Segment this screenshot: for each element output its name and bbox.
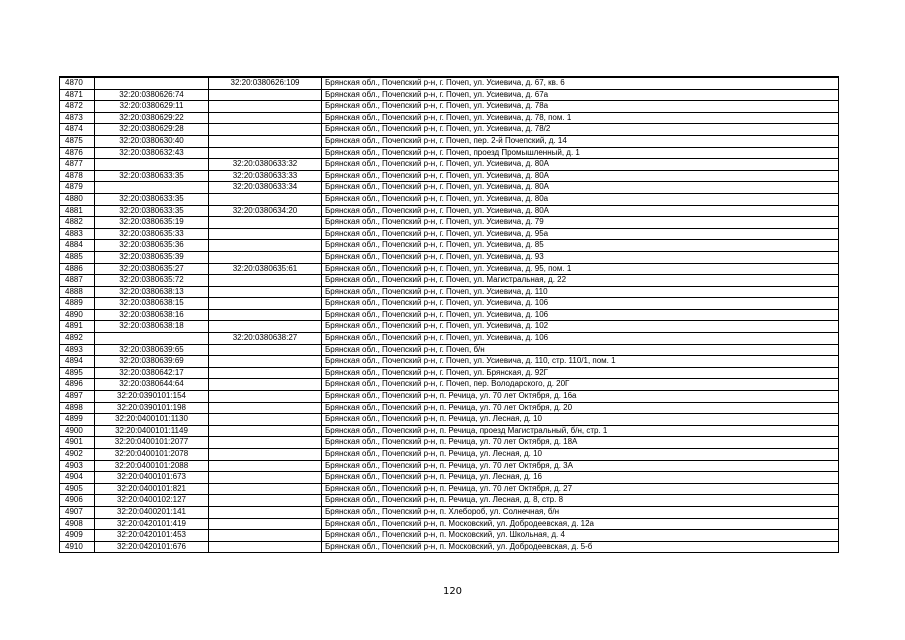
- cadastral-number-cell: 32:20:0390101:154: [95, 391, 209, 403]
- related-cadastral-number-cell: [209, 425, 322, 437]
- row-number-cell: 4889: [60, 298, 95, 310]
- related-cadastral-number-cell: [209, 437, 322, 449]
- cadastral-number-cell: 32:20:0400101:1130: [95, 414, 209, 426]
- row-number-cell: 4908: [60, 518, 95, 530]
- address-cell: Брянская обл., Почепский р-н, г. Почеп, ул. Усиевича, д. 102: [322, 321, 839, 333]
- row-number-cell: 4895: [60, 367, 95, 379]
- related-cadastral-number-cell: [209, 275, 322, 287]
- table-row: [60, 472, 839, 484]
- related-cadastral-number-cell: 32:20:0380634:20: [209, 205, 322, 217]
- table-row: [60, 251, 839, 263]
- related-cadastral-number-cell: [209, 460, 322, 472]
- related-cadastral-number-cell: [209, 124, 322, 136]
- row-number-cell: 4875: [60, 135, 95, 147]
- cadastral-number-cell: 32:20:0380638:18: [95, 321, 209, 333]
- address-cell: Брянская обл., Почепский р-н, г. Почеп, ул. Усиевича, д. 85: [322, 240, 839, 252]
- row-number-cell: 4891: [60, 321, 95, 333]
- cadastral-number-cell: [95, 159, 209, 171]
- address-cell: Брянская обл., Почепский р-н, г. Почеп, ул. Усиевича, д. 95а: [322, 228, 839, 240]
- table-row: [60, 402, 839, 414]
- row-number-cell: 4874: [60, 124, 95, 136]
- address-cell: Брянская обл., Почепский р-н, г. Почеп, ул. Усиевича, д. 80А: [322, 170, 839, 182]
- cadastral-number-cell: [95, 182, 209, 194]
- row-number-cell: 4870: [60, 77, 95, 89]
- table-row: [60, 159, 839, 171]
- table-row: [60, 217, 839, 229]
- row-number-cell: 4876: [60, 147, 95, 159]
- row-number-cell: 4871: [60, 89, 95, 101]
- table-row: [60, 437, 839, 449]
- cadastral-number-cell: 32:20:0400101:2078: [95, 449, 209, 461]
- cadastral-number-cell: 32:20:0400101:2077: [95, 437, 209, 449]
- table-row: [60, 333, 839, 345]
- row-number-cell: 4885: [60, 251, 95, 263]
- cadastral-number-cell: 32:20:0380635:36: [95, 240, 209, 252]
- row-number-cell: 4894: [60, 356, 95, 368]
- related-cadastral-number-cell: [209, 449, 322, 461]
- related-cadastral-number-cell: [209, 518, 322, 530]
- address-cell: Брянская обл., Почепский р-н, п. Речица, ул. 70 лет Октября, д. 27: [322, 483, 839, 495]
- table-row: [60, 391, 839, 403]
- address-cell: Брянская обл., Почепский р-н, г. Почеп, ул. Усиевича, д. 80А: [322, 205, 839, 217]
- address-cell: Брянская обл., Почепский р-н, г. Почеп, пер. Володарского, д. 20Г: [322, 379, 839, 391]
- address-cell: Брянская обл., Почепский р-н, г. Почеп, ул. Усиевича, д. 78а: [322, 101, 839, 113]
- address-cell: Брянская обл., Почепский р-н, п. Московский, ул. Добродеевская, д. 12а: [322, 518, 839, 530]
- row-number-cell: 4877: [60, 159, 95, 171]
- table-row: [60, 367, 839, 379]
- table-row: [60, 379, 839, 391]
- address-cell: Брянская обл., Почепский р-н, п. Речица, ул. 70 лет Октября, д. 3А: [322, 460, 839, 472]
- address-cell: Брянская обл., Почепский р-н, г. Почеп, ул. Усиевича, д. 106: [322, 309, 839, 321]
- related-cadastral-number-cell: [209, 286, 322, 298]
- row-number-cell: 4872: [60, 101, 95, 113]
- table-row: [60, 506, 839, 518]
- cadastral-number-cell: 32:20:0380635:72: [95, 275, 209, 287]
- address-cell: Брянская обл., Почепский р-н, г. Почеп, ул. Усиевича, д. 78/2: [322, 124, 839, 136]
- address-cell: Брянская обл., Почепский р-н, п. Московский, ул. Добродеевская, д. 5-б: [322, 541, 839, 553]
- related-cadastral-number-cell: [209, 135, 322, 147]
- cadastral-number-cell: 32:20:0380635:39: [95, 251, 209, 263]
- row-number-cell: 4893: [60, 344, 95, 356]
- cadastral-number-cell: 32:20:0390101:198: [95, 402, 209, 414]
- address-cell: Брянская обл., Почепский р-н, п. Речица, ул. 70 лет Октября, д. 16а: [322, 391, 839, 403]
- address-cell: Брянская обл., Почепский р-н, п. Речица, проезд Магистральный, б/н, стр. 1: [322, 425, 839, 437]
- row-number-cell: 4900: [60, 425, 95, 437]
- row-number-cell: 4887: [60, 275, 95, 287]
- table-row: [60, 112, 839, 124]
- row-number-cell: 4902: [60, 449, 95, 461]
- cadastral-number-cell: [95, 333, 209, 345]
- table-row: [60, 135, 839, 147]
- table-row: [60, 77, 839, 89]
- table-row: [60, 286, 839, 298]
- registry-table: [59, 76, 839, 553]
- table-row: [60, 205, 839, 217]
- cadastral-number-cell: 32:20:0380633:35: [95, 205, 209, 217]
- table-row: [60, 275, 839, 287]
- related-cadastral-number-cell: [209, 344, 322, 356]
- row-number-cell: 4901: [60, 437, 95, 449]
- table-row: [60, 228, 839, 240]
- related-cadastral-number-cell: 32:20:0380638:27: [209, 333, 322, 345]
- table-row: [60, 182, 839, 194]
- related-cadastral-number-cell: [209, 379, 322, 391]
- address-cell: Брянская обл., Почепский р-н, г. Почеп, ул. Усиевича, д. 106: [322, 333, 839, 345]
- address-cell: Брянская обл., Почепский р-н, г. Почеп, ул. Усиевича, д. 79: [322, 217, 839, 229]
- address-cell: Брянская обл., Почепский р-н, г. Почеп, ул. Усиевича, д. 78, пом. 1: [322, 112, 839, 124]
- related-cadastral-number-cell: [209, 321, 322, 333]
- row-number-cell: 4879: [60, 182, 95, 194]
- table-row: [60, 356, 839, 368]
- cadastral-number-cell: 32:20:0380633:35: [95, 193, 209, 205]
- row-number-cell: 4886: [60, 263, 95, 275]
- cadastral-number-cell: 32:20:0380639:65: [95, 344, 209, 356]
- cadastral-number-cell: 32:20:0380638:16: [95, 309, 209, 321]
- cadastral-number-cell: 32:20:0380626:74: [95, 89, 209, 101]
- cadastral-number-cell: 32:20:0400101:2088: [95, 460, 209, 472]
- related-cadastral-number-cell: [209, 89, 322, 101]
- cadastral-number-cell: 32:20:0380644:64: [95, 379, 209, 391]
- table-row: [60, 460, 839, 472]
- registry-table-body: [60, 77, 839, 553]
- row-number-cell: 4882: [60, 217, 95, 229]
- cadastral-number-cell: 32:20:0380630:40: [95, 135, 209, 147]
- related-cadastral-number-cell: 32:20:0380633:34: [209, 182, 322, 194]
- related-cadastral-number-cell: [209, 228, 322, 240]
- address-cell: Брянская обл., Почепский р-н, п. Речица, ул. 70 лет Октября, д. 20: [322, 402, 839, 414]
- cadastral-number-cell: [95, 77, 209, 89]
- row-number-cell: 4881: [60, 205, 95, 217]
- address-cell: Брянская обл., Почепский р-н, г. Почеп, ул. Усиевича, д. 80А: [322, 159, 839, 171]
- related-cadastral-number-cell: [209, 541, 322, 553]
- page-number: 120: [442, 586, 463, 597]
- related-cadastral-number-cell: [209, 391, 322, 403]
- row-number-cell: 4903: [60, 460, 95, 472]
- cadastral-number-cell: 32:20:0400101:1149: [95, 425, 209, 437]
- row-number-cell: 4896: [60, 379, 95, 391]
- cadastral-number-cell: 32:20:0380633:35: [95, 170, 209, 182]
- address-cell: Брянская обл., Почепский р-н, п. Речица, ул. Лесная, д. 10: [322, 449, 839, 461]
- address-cell: Брянская обл., Почепский р-н, г. Почеп, пер. 2-й Почепский, д. 14: [322, 135, 839, 147]
- table-row: [60, 170, 839, 182]
- address-cell: Брянская обл., Почепский р-н, п. Хлебороб, ул. Солнечная, б/н: [322, 506, 839, 518]
- cadastral-number-cell: 32:20:0380642:17: [95, 367, 209, 379]
- row-number-cell: 4897: [60, 391, 95, 403]
- row-number-cell: 4892: [60, 333, 95, 345]
- related-cadastral-number-cell: [209, 112, 322, 124]
- table-row: [60, 425, 839, 437]
- related-cadastral-number-cell: [209, 101, 322, 113]
- cadastral-number-cell: 32:20:0380638:15: [95, 298, 209, 310]
- table-row: [60, 147, 839, 159]
- cadastral-number-cell: 32:20:0380632:43: [95, 147, 209, 159]
- row-number-cell: 4906: [60, 495, 95, 507]
- cadastral-number-cell: 32:20:0400101:821: [95, 483, 209, 495]
- cadastral-number-cell: 32:20:0400102:127: [95, 495, 209, 507]
- address-cell: Брянская обл., Почепский р-н, г. Почеп, б/н: [322, 344, 839, 356]
- row-number-cell: 4883: [60, 228, 95, 240]
- table-row: [60, 518, 839, 530]
- address-cell: Брянская обл., Почепский р-н, г. Почеп, ул. Усиевича, д. 110, стр. 110/1, пом. 1: [322, 356, 839, 368]
- table-row: [60, 101, 839, 113]
- table-row: [60, 298, 839, 310]
- row-number-cell: 4899: [60, 414, 95, 426]
- related-cadastral-number-cell: [209, 193, 322, 205]
- address-cell: Брянская обл., Почепский р-н, г. Почеп, ул. Усиевича, д. 80А: [322, 182, 839, 194]
- address-cell: Брянская обл., Почепский р-н, г. Почеп, ул. Усиевича, д. 67, кв. 6: [322, 77, 839, 89]
- related-cadastral-number-cell: [209, 530, 322, 542]
- row-number-cell: 4898: [60, 402, 95, 414]
- related-cadastral-number-cell: [209, 217, 322, 229]
- related-cadastral-number-cell: 32:20:0380626:109: [209, 77, 322, 89]
- table-row: [60, 483, 839, 495]
- address-cell: Брянская обл., Почепский р-н, п. Речица, ул. 70 лет Октября, д. 18А: [322, 437, 839, 449]
- row-number-cell: 4873: [60, 112, 95, 124]
- address-cell: Брянская обл., Почепский р-н, г. Почеп, ул. Магистральная, д. 22: [322, 275, 839, 287]
- table-row: [60, 530, 839, 542]
- address-cell: Брянская обл., Почепский р-н, г. Почеп, ул. Усиевича, д. 110: [322, 286, 839, 298]
- row-number-cell: 4909: [60, 530, 95, 542]
- row-number-cell: 4878: [60, 170, 95, 182]
- row-number-cell: 4888: [60, 286, 95, 298]
- table-row: [60, 495, 839, 507]
- table-row: [60, 541, 839, 553]
- table-row: [60, 124, 839, 136]
- table-row: [60, 414, 839, 426]
- address-cell: Брянская обл., Почепский р-н, г. Почеп, ул. Усиевича, д. 95, пом. 1: [322, 263, 839, 275]
- address-cell: Брянская обл., Почепский р-н, п. Речица, ул. Лесная, д. 16: [322, 472, 839, 484]
- cadastral-number-cell: 32:20:0380629:11: [95, 101, 209, 113]
- row-number-cell: 4905: [60, 483, 95, 495]
- address-cell: Брянская обл., Почепский р-н, г. Почеп, проезд Промышленный, д. 1: [322, 147, 839, 159]
- related-cadastral-number-cell: [209, 147, 322, 159]
- address-cell: Брянская обл., Почепский р-н, г. Почеп, ул. Брянская, д. 92Г: [322, 367, 839, 379]
- cadastral-number-cell: 32:20:0380635:19: [95, 217, 209, 229]
- table-row: [60, 263, 839, 275]
- cadastral-number-cell: 32:20:0420101:676: [95, 541, 209, 553]
- address-cell: Брянская обл., Почепский р-н, п. Речица, ул. Лесная, д. 10: [322, 414, 839, 426]
- address-cell: Брянская обл., Почепский р-н, г. Почеп, ул. Усиевича, д. 80а: [322, 193, 839, 205]
- related-cadastral-number-cell: [209, 298, 322, 310]
- related-cadastral-number-cell: [209, 356, 322, 368]
- address-cell: Брянская обл., Почепский р-н, г. Почеп, ул. Усиевича, д. 67а: [322, 89, 839, 101]
- row-number-cell: 4890: [60, 309, 95, 321]
- address-cell: Брянская обл., Почепский р-н, г. Почеп, ул. Усиевича, д. 106: [322, 298, 839, 310]
- related-cadastral-number-cell: [209, 309, 322, 321]
- table-row: [60, 89, 839, 101]
- cadastral-number-cell: 32:20:0400201:141: [95, 506, 209, 518]
- row-number-cell: 4910: [60, 541, 95, 553]
- row-number-cell: 4880: [60, 193, 95, 205]
- table-row: [60, 309, 839, 321]
- related-cadastral-number-cell: [209, 402, 322, 414]
- address-cell: Брянская обл., Почепский р-н, п. Речица, ул. Лесная, д. 8, стр. 8: [322, 495, 839, 507]
- cadastral-number-cell: 32:20:0380639:69: [95, 356, 209, 368]
- related-cadastral-number-cell: 32:20:0380633:32: [209, 159, 322, 171]
- related-cadastral-number-cell: [209, 367, 322, 379]
- table-row: [60, 193, 839, 205]
- address-cell: Брянская обл., Почепский р-н, г. Почеп, ул. Усиевича, д. 93: [322, 251, 839, 263]
- cadastral-number-cell: 32:20:0380629:22: [95, 112, 209, 124]
- table-row: [60, 344, 839, 356]
- address-cell: Брянская обл., Почепский р-н, п. Московский, ул. Школьная, д. 4: [322, 530, 839, 542]
- related-cadastral-number-cell: [209, 506, 322, 518]
- table-row: [60, 449, 839, 461]
- cadastral-number-cell: 32:20:0380635:33: [95, 228, 209, 240]
- row-number-cell: 4904: [60, 472, 95, 484]
- cadastral-number-cell: 32:20:0380635:27: [95, 263, 209, 275]
- related-cadastral-number-cell: [209, 483, 322, 495]
- row-number-cell: 4907: [60, 506, 95, 518]
- row-number-cell: 4884: [60, 240, 95, 252]
- related-cadastral-number-cell: [209, 240, 322, 252]
- table-row: [60, 321, 839, 333]
- table-row: [60, 240, 839, 252]
- related-cadastral-number-cell: 32:20:0380633:33: [209, 170, 322, 182]
- related-cadastral-number-cell: [209, 472, 322, 484]
- related-cadastral-number-cell: [209, 414, 322, 426]
- related-cadastral-number-cell: [209, 495, 322, 507]
- related-cadastral-number-cell: 32:20:0380635:61: [209, 263, 322, 275]
- related-cadastral-number-cell: [209, 251, 322, 263]
- cadastral-number-cell: 32:20:0380638:13: [95, 286, 209, 298]
- cadastral-number-cell: 32:20:0400101:673: [95, 472, 209, 484]
- cadastral-number-cell: 32:20:0380629:28: [95, 124, 209, 136]
- cadastral-number-cell: 32:20:0420101:419: [95, 518, 209, 530]
- cadastral-number-cell: 32:20:0420101:453: [95, 530, 209, 542]
